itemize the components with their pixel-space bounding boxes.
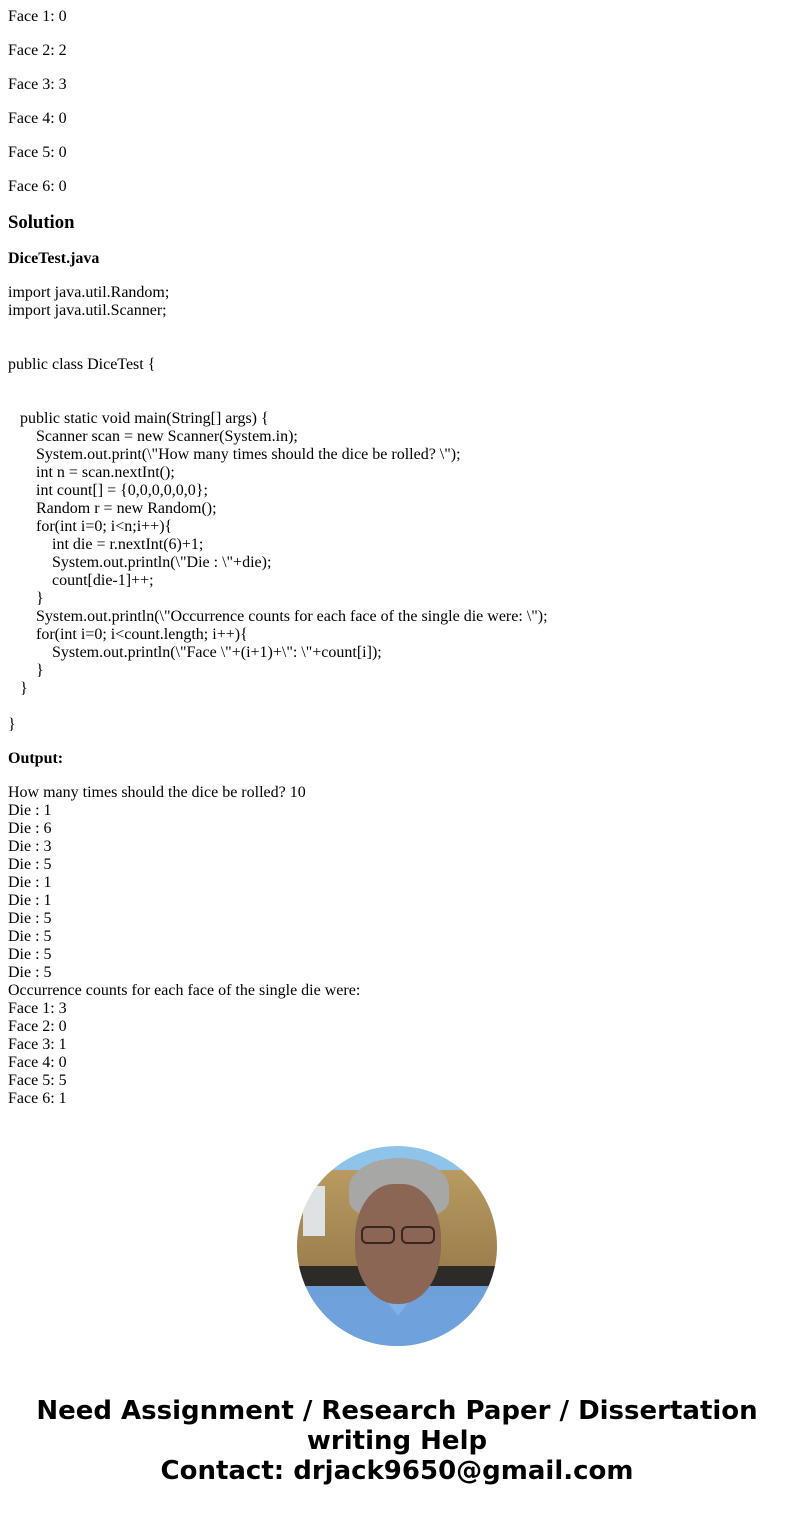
face-count-line: Face 6: 0 [8, 178, 67, 195]
face-counts-top [8, 8, 786, 196]
face-count-line: Face 4: 0 [8, 110, 67, 127]
document [0, 8, 794, 1486]
face-count-line: Face 5: 0 [8, 144, 67, 161]
java-code-block: import java.util.Random; import java.util.Scanner; public class DiceTest { public static void main(String[] args) { Scanner scan = new Scanner(System.in); System.out.print(\"How many times should the dice be rolled? \"); int n = scan.nextInt(); int count[] = {0,0,0,0,0,0}; Random r = new Random(); for(int i=0; i<n;i++){ int die = r.nextInt(6)+1; System.out.println(\"Die : \"+die); count[die-1]++; } System.out.println(\"Occurrence counts for each face of the single die were: \"); for(int i=0; i<count.length; i++){ System.out.println(\"Face \"+(i+1)+\": \"+count[i]); } } } [8, 284, 548, 733]
promo-line-1: Need Assignment / Research Paper / Dissertation [36, 1396, 758, 1426]
photo-face [355, 1184, 441, 1304]
promo-contact: Contact: drjack9650@gmail.com [160, 1456, 634, 1486]
author-photo [297, 1146, 497, 1346]
file-name-heading: DiceTest.java [8, 250, 100, 267]
program-output: How many times should the dice be rolled? 10 Die : 1 Die : 6 Die : 3 Die : 5 Die : 1 Die : 1 Die : 5 Die : 5 Die : 5 Die : 5 Occurrence counts for each face of the single die were: Face 1: 3 Face 2: 0 Face 3: 1 Face 4: 0 Face 5: 5 Face 6: 1 [8, 784, 361, 1107]
face-count-line: Face 3: 3 [8, 76, 67, 93]
output-heading: Output: [8, 750, 64, 767]
solution-heading: Solution [8, 212, 75, 233]
photo-wall-panel [303, 1186, 325, 1236]
glasses-icon [355, 1226, 441, 1244]
author-photo-container [8, 1146, 786, 1346]
face-count-line: Face 1: 0 [8, 8, 67, 25]
promo-line-2: writing Help [306, 1426, 488, 1456]
promo-banner [8, 1396, 786, 1486]
face-count-line: Face 2: 2 [8, 42, 67, 59]
